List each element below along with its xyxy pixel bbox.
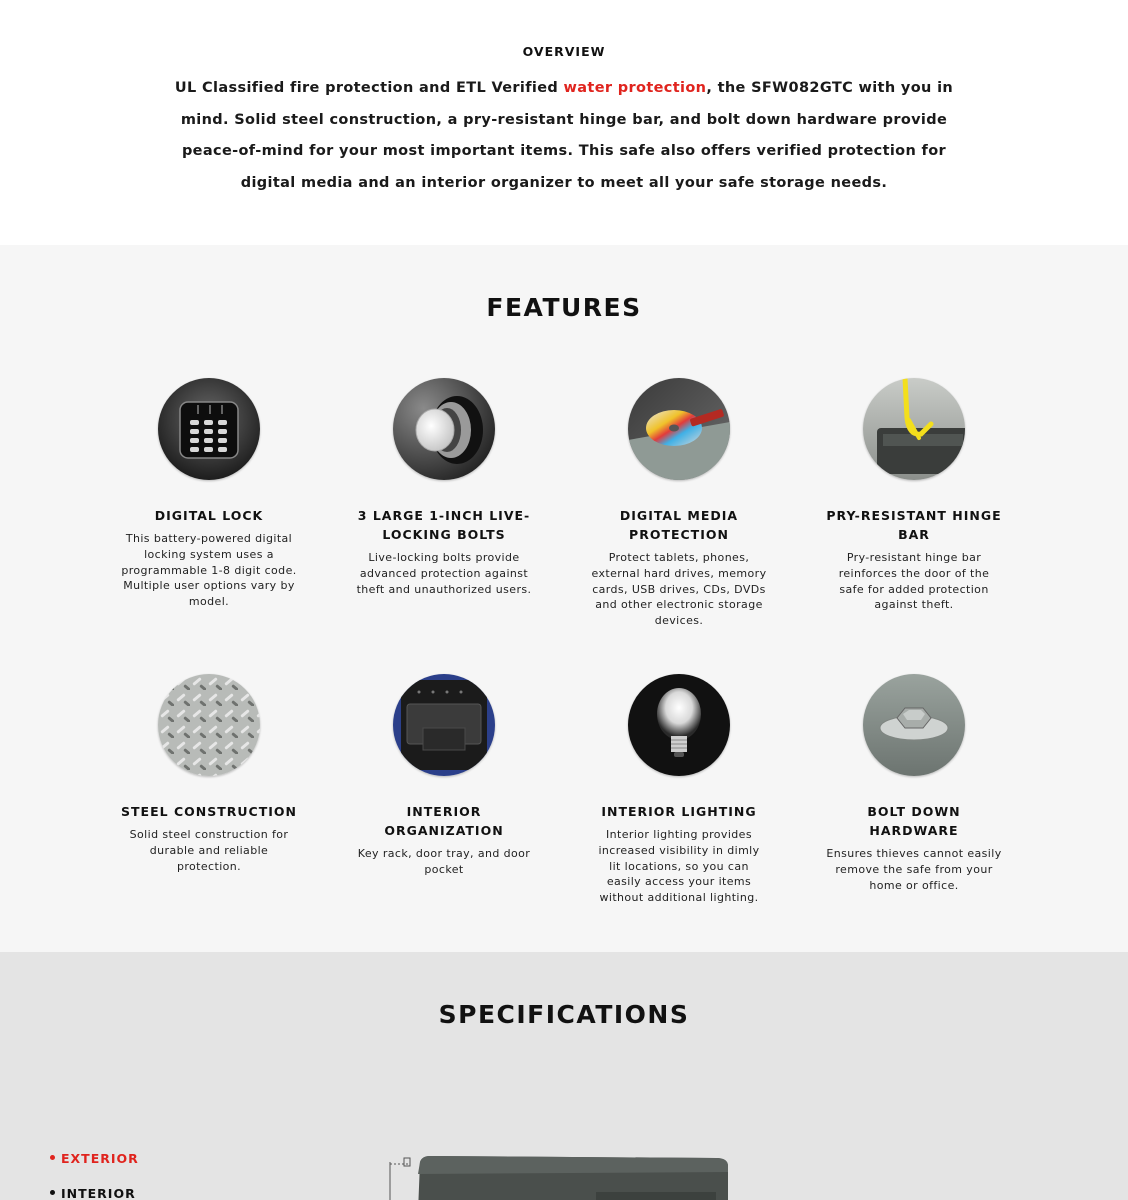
feature-bolt-down bbox=[824, 674, 1004, 893]
feature-description: Pry-resistant hinge bar reinforces the door of the safe for added protection against theft. bbox=[838, 551, 990, 612]
spec-tab-label: EXTERIOR bbox=[61, 1151, 139, 1166]
feature-title: INTERIOR ORGANIZATION bbox=[384, 804, 504, 838]
digital-media-cd-icon bbox=[628, 378, 730, 480]
overview-text-end: , the SFW082GTC with you in mind. Solid steel construction, a pry-resistant hinge bar, and bolt down hardware provide peace-of-mind for your most important items. This safe also offers verified protection for digital media and an interior organizer to meet all your safe storage needs. bbox=[180, 80, 954, 191]
feature-interior-lighting bbox=[589, 674, 769, 906]
spec-tab-exterior[interactable] bbox=[50, 1151, 139, 1166]
feature-description: Solid steel construction for durable and reliable protection. bbox=[129, 828, 289, 873]
feature-description: Interior lighting provides increased visibility in dimly lit locations, so you can easily access your items without additional lighting. bbox=[598, 828, 760, 905]
overview-section bbox=[0, 0, 1128, 245]
feature-title: DIGITAL MEDIA PROTECTION bbox=[619, 508, 739, 542]
overview-text bbox=[164, 73, 964, 199]
safe-product-illustration bbox=[386, 1152, 736, 1200]
feature-description: Key rack, door tray, and door pocket bbox=[357, 847, 531, 876]
feature-digital-lock bbox=[119, 378, 299, 610]
spec-tab-label: INTERIOR bbox=[61, 1186, 136, 1200]
feature-steel-construction bbox=[119, 674, 299, 874]
water-protection-link[interactable]: water protection bbox=[563, 80, 707, 96]
feature-title: PRY-RESISTANT HINGE BAR bbox=[826, 508, 1002, 542]
feature-title: BOLT DOWN HARDWARE bbox=[867, 804, 961, 838]
feature-description: Live-locking bolts provide advanced protection against theft and unauthorized users. bbox=[356, 551, 532, 596]
feature-digital-media bbox=[589, 378, 769, 629]
specifications-section bbox=[0, 952, 1128, 1200]
diamond-plate-steel-icon bbox=[158, 674, 260, 776]
spec-tab-interior[interactable] bbox=[50, 1186, 139, 1200]
bullet-icon bbox=[50, 1190, 55, 1195]
interior-organizer-icon bbox=[393, 674, 495, 776]
feature-hinge-bar bbox=[824, 378, 1004, 613]
light-bulb-icon bbox=[628, 674, 730, 776]
feature-description: This battery-powered digital locking system uses a programmable 1-8 digit code. Multiple user options vary by model. bbox=[121, 532, 297, 609]
bullet-icon bbox=[50, 1155, 55, 1160]
hinge-bar-crowbar-icon bbox=[863, 378, 965, 480]
feature-title: DIGITAL LOCK bbox=[154, 508, 264, 523]
feature-title: 3 LARGE 1-INCH LIVE-LOCKING BOLTS bbox=[357, 508, 531, 542]
feature-description: Protect tablets, phones, external hard drives, memory cards, USB drives, CDs, DVDs and other electronic storage devices. bbox=[591, 551, 767, 628]
locking-bolt-icon bbox=[393, 378, 495, 480]
feature-title: STEEL CONSTRUCTION bbox=[121, 804, 297, 819]
feature-interior-organization bbox=[354, 674, 534, 878]
features-title: FEATURES bbox=[486, 293, 642, 322]
overview-heading: OVERVIEW bbox=[522, 44, 606, 59]
feature-locking-bolts bbox=[354, 378, 534, 597]
overview-text-start: UL Classified fire protection and ETL Verified bbox=[174, 80, 564, 96]
features-section bbox=[0, 245, 1128, 952]
digital-lock-keypad-icon bbox=[158, 378, 260, 480]
specifications-nav bbox=[50, 1151, 139, 1200]
bolt-down-hardware-icon bbox=[863, 674, 965, 776]
feature-description: Ensures thieves cannot easily remove the safe from your home or office. bbox=[826, 847, 1002, 892]
specifications-title: SPECIFICATIONS bbox=[438, 1000, 690, 1029]
feature-title: INTERIOR LIGHTING bbox=[601, 804, 757, 819]
